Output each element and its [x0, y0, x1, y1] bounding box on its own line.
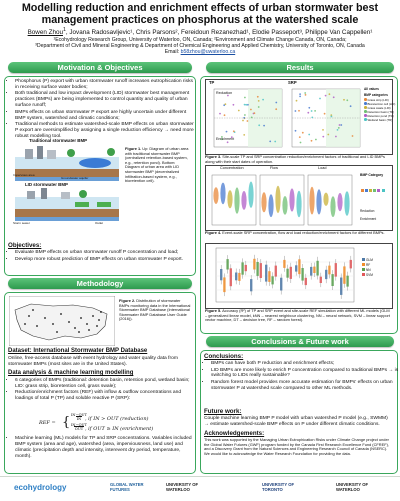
fig3-legend-items [364, 97, 396, 122]
fig3-point [311, 140, 313, 142]
fig1-sub-aquifer: Groundwater aquifer [61, 176, 89, 180]
fig3-legend-swatch [364, 106, 367, 109]
panel-results [200, 76, 398, 334]
fig3-legend-label: Grass strip (LID) [367, 97, 389, 102]
fig3-point [337, 129, 339, 131]
fig3-legend-label: Bioretention cell (LID) [367, 101, 396, 106]
logo-ecohydrology: ecohydrology [14, 483, 67, 492]
fig3-point [226, 131, 228, 133]
fig4-legend-swatch [382, 189, 385, 192]
objective-item: • Evaluate BMP effects on urban stormwater runoff P concentration and load; [15, 250, 197, 256]
fig5-legend-swatch [362, 258, 365, 261]
motivation-bullets [8, 79, 195, 140]
formula-f2-den: OUT [74, 426, 84, 431]
fig1-label-traditional: Traditional stormwater BMP [29, 138, 88, 143]
fig3-point [299, 136, 301, 138]
fig4-violin [316, 189, 321, 214]
fig3-legend-label: Grass swale (LID) [367, 105, 391, 110]
fig3-point [302, 132, 304, 134]
fig4-violin [241, 191, 246, 210]
objective-item: • Develop more robust prediction of BMP effects on urban stormwater P export. [15, 257, 197, 263]
fig4-legend-items [360, 180, 390, 198]
fig3-point [299, 96, 301, 98]
analysis-bullet: • 6 categories of BMPs (traditional: detention basin, retention pond, wetland basin; LID: grass strip, bioretention cell, grass swale); [15, 378, 197, 390]
figure-2-map [9, 296, 115, 346]
formula-f1-den: IN [76, 416, 82, 421]
fig3-panel-srp: SRP [288, 80, 297, 85]
fig3-point [238, 110, 240, 112]
objectives-title: Objectives: [8, 242, 42, 249]
fig5-box [238, 273, 240, 281]
fig3-point [243, 134, 245, 136]
fig4-violin [261, 192, 266, 212]
fig4-violin [248, 182, 253, 208]
fig3-point [251, 117, 253, 119]
fig3-legend-label: Wetland basin (TR) [367, 117, 393, 122]
fig5-box [260, 263, 262, 278]
fig5-box [328, 266, 330, 275]
figure-2-caption [119, 299, 191, 322]
fig3-region-enrichment: Enrichment [216, 137, 235, 141]
fig4-violin [289, 188, 294, 211]
fig4-violin [330, 196, 335, 217]
fig3-legend [364, 87, 396, 122]
email-label: Email: [164, 49, 181, 56]
fig3-legend-swatch [364, 102, 367, 105]
figure-1-caption [125, 147, 191, 184]
formula-case-1: , if IN > OUT (reduction) [85, 416, 149, 422]
fig3-point [269, 141, 271, 143]
fig3-point [295, 110, 297, 112]
panel-motivation [4, 76, 196, 276]
author-presenting-sup: 1 [62, 27, 66, 33]
ml-bullet-list [8, 436, 197, 460]
analysis-bullets [8, 378, 197, 403]
motivation-bullet: • Traditional methods to estimate watershed-scale BMP effects on urban stormwater P export are oversimplified by assigning a single reduction efficiency → need more robust modelling tool. [15, 122, 195, 140]
formula-brace: { [62, 415, 71, 430]
motivation-bullet: • Both traditional and low impact development (LID) stormwater best management practices (BMPs) are being implemented to control quantity and quality of urban surface runoff; [15, 91, 195, 109]
fig4-violin [220, 183, 225, 205]
fig4-legend-swatch [373, 189, 376, 192]
fig5-box [298, 259, 300, 274]
banner-conclusions: Conclusions & Future work [206, 336, 394, 347]
motivation-bullet: • BMPs effects on urban stormwater P export are highly uncertain under different BMP system, watershed and climatic conditions; [15, 110, 195, 122]
fig3-point [324, 113, 326, 115]
fig4-violin [268, 194, 273, 217]
figure-3-caption [205, 155, 391, 164]
fig3-point [275, 108, 277, 110]
fig3-point [244, 97, 246, 99]
fig4-legend-swatch [361, 189, 364, 192]
fig5-box [320, 277, 322, 283]
fig3-point [338, 127, 340, 129]
fig5-box [235, 273, 237, 281]
future-title: Future work: [204, 408, 242, 415]
fig3-point [258, 106, 260, 108]
figure-5-plot [208, 246, 358, 306]
fig3-point [343, 99, 345, 101]
bioretention-cell [75, 202, 89, 207]
fig5-box [343, 266, 345, 283]
panel-methodology [4, 292, 196, 474]
ack-title: Acknowledgements: [204, 430, 265, 437]
fig4-violin [234, 187, 239, 213]
fig3-point [308, 134, 310, 136]
fig3-point [245, 104, 247, 106]
fig3-point [314, 110, 316, 112]
fig3-point [335, 136, 337, 138]
fig4-violin [282, 196, 287, 215]
fig5-box [286, 269, 288, 278]
objectives-list [8, 250, 197, 263]
fig5-box [340, 278, 342, 295]
fig3-point [350, 105, 352, 107]
fig5-legend-label: NN [366, 268, 371, 272]
fig3-point [247, 120, 249, 122]
fig3-point [327, 134, 329, 136]
author-rest: , Jovana Radosavljevic¹, Chris Parsons², Fereidoun Rezanezhad¹, Elodie Passeport³, Philippe Van Cappellen¹ [65, 29, 373, 37]
fig2-caption-label: Figure 2. [119, 298, 136, 303]
fig1-sub-impervious: Impervious area [13, 173, 35, 177]
fig3-point [319, 98, 321, 100]
fig4-row-enrichment: Enrichment [360, 217, 377, 221]
analysis-bullet: • Reduction/enrichment factors (REF) with inflow & outflow concentrations and loadings of total P (TP) and soluble reactive P (SRP): [15, 390, 197, 402]
fig1-sub-outlet: Outlet [95, 221, 104, 225]
fig4-col-load: Load [318, 166, 327, 170]
fig3-point [244, 114, 246, 116]
formula-lhs: REF = [39, 420, 56, 426]
fig3-legend-title-1: All values [364, 87, 379, 91]
fig3-legend-label: Retention pond (TR) [367, 113, 394, 118]
fig4-caption-label: Figure 4. [205, 230, 222, 235]
fig3-point [304, 92, 306, 94]
fig5-box [310, 267, 312, 276]
fig3-legend-swatch [364, 98, 367, 101]
fig5-box [226, 259, 228, 269]
fig3-point [233, 130, 235, 132]
fig4-violin [337, 193, 342, 211]
conclusion-item: • BMPs can have both P reduction and enrichment effects; [211, 361, 399, 367]
fig5-box [268, 271, 270, 282]
fig5-box [335, 263, 337, 277]
fig5-box [241, 262, 243, 274]
logo-utoronto: UNIVERSITY OF TORONTO [262, 482, 295, 492]
fig4-legend-swatch [369, 189, 372, 192]
fig4-violin [296, 191, 301, 218]
fig5-box [301, 268, 303, 281]
retention-pond [79, 158, 111, 168]
fig4-violin [213, 187, 218, 204]
banner-results: Results [206, 62, 394, 73]
lid-aquifer [15, 217, 119, 221]
fig1-caption-label: Figure 1. [125, 146, 142, 151]
fig5-box [283, 260, 285, 268]
fig4-legend-title: BMP Category [360, 173, 384, 177]
fig5-box [313, 267, 315, 273]
fig3-point [305, 94, 307, 96]
fig4-caption-text: Event-scale SRP concentration, flow and load reduction/enrichment factors for different BMPs. [221, 230, 385, 235]
footer [0, 476, 400, 501]
fig4-row-reduction: Reduction [360, 209, 375, 213]
banner-methodology: Methodology [8, 278, 192, 289]
figure-4-plot [208, 173, 358, 227]
fig3-point [274, 141, 276, 143]
fig5-legend-swatch [362, 263, 365, 266]
fig3-point [325, 95, 327, 97]
fig5-box [253, 259, 255, 270]
fig3-point [299, 93, 301, 95]
fig3-caption-text: Site-scale TP and SRP concentration reduction/enrichment factors of traditional and LID BMPs along with their start dates of operation. [205, 154, 385, 164]
fig5-box [250, 279, 252, 291]
fig3-point [311, 110, 313, 112]
fig5-box [265, 265, 267, 282]
figure-3 [205, 79, 396, 155]
poster-title: Modelling reduction and enrichment effects of urban stormwater best management practices on phosphorus at the watershed scale [21, 2, 379, 26]
fig4-legend-swatch [365, 189, 368, 192]
fig3-point [339, 124, 341, 126]
poster-header [0, 0, 400, 62]
motivation-bullet: • Phosphorus (P) export with urban stormwater runoff increases eutrophication risks in receiving surface water bodies; [15, 79, 195, 91]
affiliation-2: ³Department of Civil and Mineral Engineering & Department of Chemical Engineering and Applied Chemistry, University of Toronto, ON, Canada [35, 42, 365, 49]
conclusions-list [204, 361, 399, 392]
fig5-box [230, 268, 232, 286]
fig3-point [242, 120, 244, 122]
lid-soil [15, 209, 119, 217]
fig5-box [325, 270, 327, 279]
figure-5-caption [205, 309, 391, 323]
affiliation-1: ¹Ecohydrology Research Group, University of Waterloo, ON, Canada; ²Environment and Climate Change Canada, ON, Canada; [53, 36, 347, 43]
fig4-col-flow: Flow [270, 166, 279, 170]
fig3-point [329, 93, 331, 95]
fig3-point [346, 99, 348, 101]
fig3-point [311, 117, 313, 119]
fig3-point [225, 103, 227, 105]
fig5-box [256, 262, 258, 276]
fig5-legend-item [362, 273, 390, 278]
fig3-point [258, 100, 260, 102]
fig5-legend-label: RF [366, 263, 371, 267]
logo-uwaterloo-2: UNIVERSITY OF WATERLOO [336, 482, 369, 492]
fig1-caption-text: Up: Diagram of urban area with traditional stormwater BMP (centralized retention-based system, e.g., retention pond). Bottom: Diagram of urban area with LID stormwater BMP (decentralized infiltration-based system, e.g., bioretention cell). [125, 146, 189, 184]
fig3-point [250, 109, 252, 111]
fig5-legend-items [362, 258, 390, 278]
panel-conclusions [200, 350, 398, 474]
fig5-box [275, 266, 277, 277]
fig5-box [295, 265, 297, 271]
fig5-legend-label: GLM [366, 258, 373, 262]
fig5-box [305, 278, 307, 285]
fig3-legend-swatch [364, 110, 367, 113]
fig5-box [346, 276, 348, 287]
figure-4 [205, 165, 393, 231]
fig4-col-concentration: Concentration [220, 166, 244, 170]
author-list [0, 27, 400, 37]
fig3-point [300, 142, 302, 144]
fig3-caption-label: Figure 3. [205, 154, 222, 159]
logo-gwf: GLOBAL WATER FUTURES [110, 482, 144, 492]
fig1-sub-sewer: Storm sewer [13, 221, 30, 225]
fig5-box [245, 265, 247, 271]
formula-case-2: , if OUT ≥ IN (enrichment) [85, 426, 154, 432]
fig3-point [322, 129, 324, 131]
fig3-point [296, 100, 298, 102]
fig3-point [333, 96, 335, 98]
conclusions-title: Conclusions: [204, 353, 244, 360]
fig5-box [290, 267, 292, 279]
fig3-point [331, 116, 333, 118]
fig3-point [275, 102, 277, 104]
ml-bullet: • Machine learning (ML) models for TP and SRP concentrations. Variables included BMP system (area and age), watershed (area, imperviousness, land use) and climatic (precipitation depth and intensity, interevent dry period, temperature, month). [15, 436, 197, 460]
fig5-box [316, 261, 318, 276]
figure-4-caption [205, 231, 391, 236]
fig3-legend-swatch [364, 118, 367, 121]
ack-text: This work was supported by the Managing Urban Eutrophication Risks under Climate Change project under the Global Water Futures (GWF) program funded by the Canada First Research Excellence Fund (CFREF), and a Discovery Grant from the Natural Sciences and Engineering Research Council of Canada (NSERC). We would like to acknowledge the Water Research Foundation for providing the data. [204, 437, 389, 456]
fig3-point [258, 124, 260, 126]
email-line [0, 49, 400, 55]
fig5-box [331, 274, 333, 286]
fig4-violin [323, 193, 328, 206]
fig4-legend-swatch [377, 189, 380, 192]
fig5-caption-text: Accuracy (R²) of TP and SRP event and site-scale REF simulation with different ML models (GLM – generalized linear model, kNN – nearest neighbour clustering, NN – neural network, SVM – linear support vector machine, DT – decision tree, RF – random forest). [205, 308, 390, 323]
analysis-title: Data analysis & machine learning modelling [8, 370, 134, 376]
conclusion-item: • LID BMPs are more likely to enrich P concentration compared to traditional BMPs → is switching to LIDs really sustainable? [211, 368, 399, 380]
fig5-legend-swatch [362, 273, 365, 276]
fig3-legend-swatch [364, 114, 367, 117]
future-text: Couple machine learning BMP P model with urban watershed P model (e.g., SWMM) → estimate watershed-scale BMP effects on P under different climatic conditions. [204, 416, 388, 427]
fig3-point [219, 113, 221, 115]
fig3-legend-title-2: BMP categories [364, 92, 388, 97]
logo-uwaterloo-1: UNIVERSITY OF WATERLOO [166, 482, 199, 492]
author-presenting: Bowen Zhou [27, 29, 63, 37]
fig3-point [308, 107, 310, 109]
fig3-point [243, 117, 245, 119]
fig3-point [244, 104, 246, 106]
fig5-box [223, 277, 225, 292]
fig3-legend-item [364, 118, 391, 122]
fig1-label-lid: LID stormwater BMP [25, 182, 68, 187]
formula-f2-num: IN−OUT [71, 423, 87, 427]
fig3-point [233, 104, 235, 106]
dataset-title: Dataset: International Stormwater BMP Database [8, 348, 148, 354]
dataset-text: Online, free-access database with event hydrology and water quality data from stormwater BMPs (most sites are in the United States). [8, 356, 178, 367]
fig3-point [254, 112, 256, 114]
fig3-point [224, 114, 226, 116]
fig5-legend-swatch [362, 268, 365, 271]
fig5-box [220, 269, 222, 280]
fig3-point [315, 139, 317, 141]
fig3-legend-label: Detention basin (TR) [367, 109, 395, 114]
fig3-region-reduction: Reduction [216, 91, 233, 95]
fig3-point [307, 112, 309, 114]
conclusion-item: • Random forest model provides more accurate estimation for BMPs' effects on urban stormwater P at watershed scale compared to other ML methods. [211, 380, 399, 392]
fig5-box [350, 260, 352, 269]
fig5-box [271, 276, 273, 284]
fig5-box [280, 278, 282, 291]
fig3-point [262, 99, 264, 101]
fig3-point [340, 124, 342, 126]
fig2-caption-text: Distribution of stormwater BMPs monitoring data in the International Stormwater BMP Database (International Stormwater BMP Database User Guide (2016)). [119, 298, 191, 322]
fig4-violin [227, 190, 232, 208]
fig3-point [352, 135, 354, 137]
fig3-point [247, 104, 249, 106]
figure-5 [205, 243, 393, 309]
fig3-point [322, 136, 324, 138]
banner-motivation: Motivation & Objectives [8, 62, 192, 73]
fig3-point [257, 96, 259, 98]
fig3-panel-tp: TP [209, 80, 215, 85]
fig4-violin [344, 191, 349, 216]
fig5-legend-label: SVM [366, 273, 373, 277]
fig3-point [298, 110, 300, 112]
formula-f1-num: IN−OUT [71, 413, 87, 417]
ref-formula [39, 414, 189, 434]
fig5-caption-label: Figure 5. [205, 308, 222, 313]
fig4-violin [309, 187, 314, 215]
fig3-point [263, 125, 265, 127]
fig4-violin [275, 186, 280, 213]
fig3-point [295, 130, 297, 132]
email-link[interactable]: b58zhou@uwaterloo.ca [180, 49, 236, 56]
